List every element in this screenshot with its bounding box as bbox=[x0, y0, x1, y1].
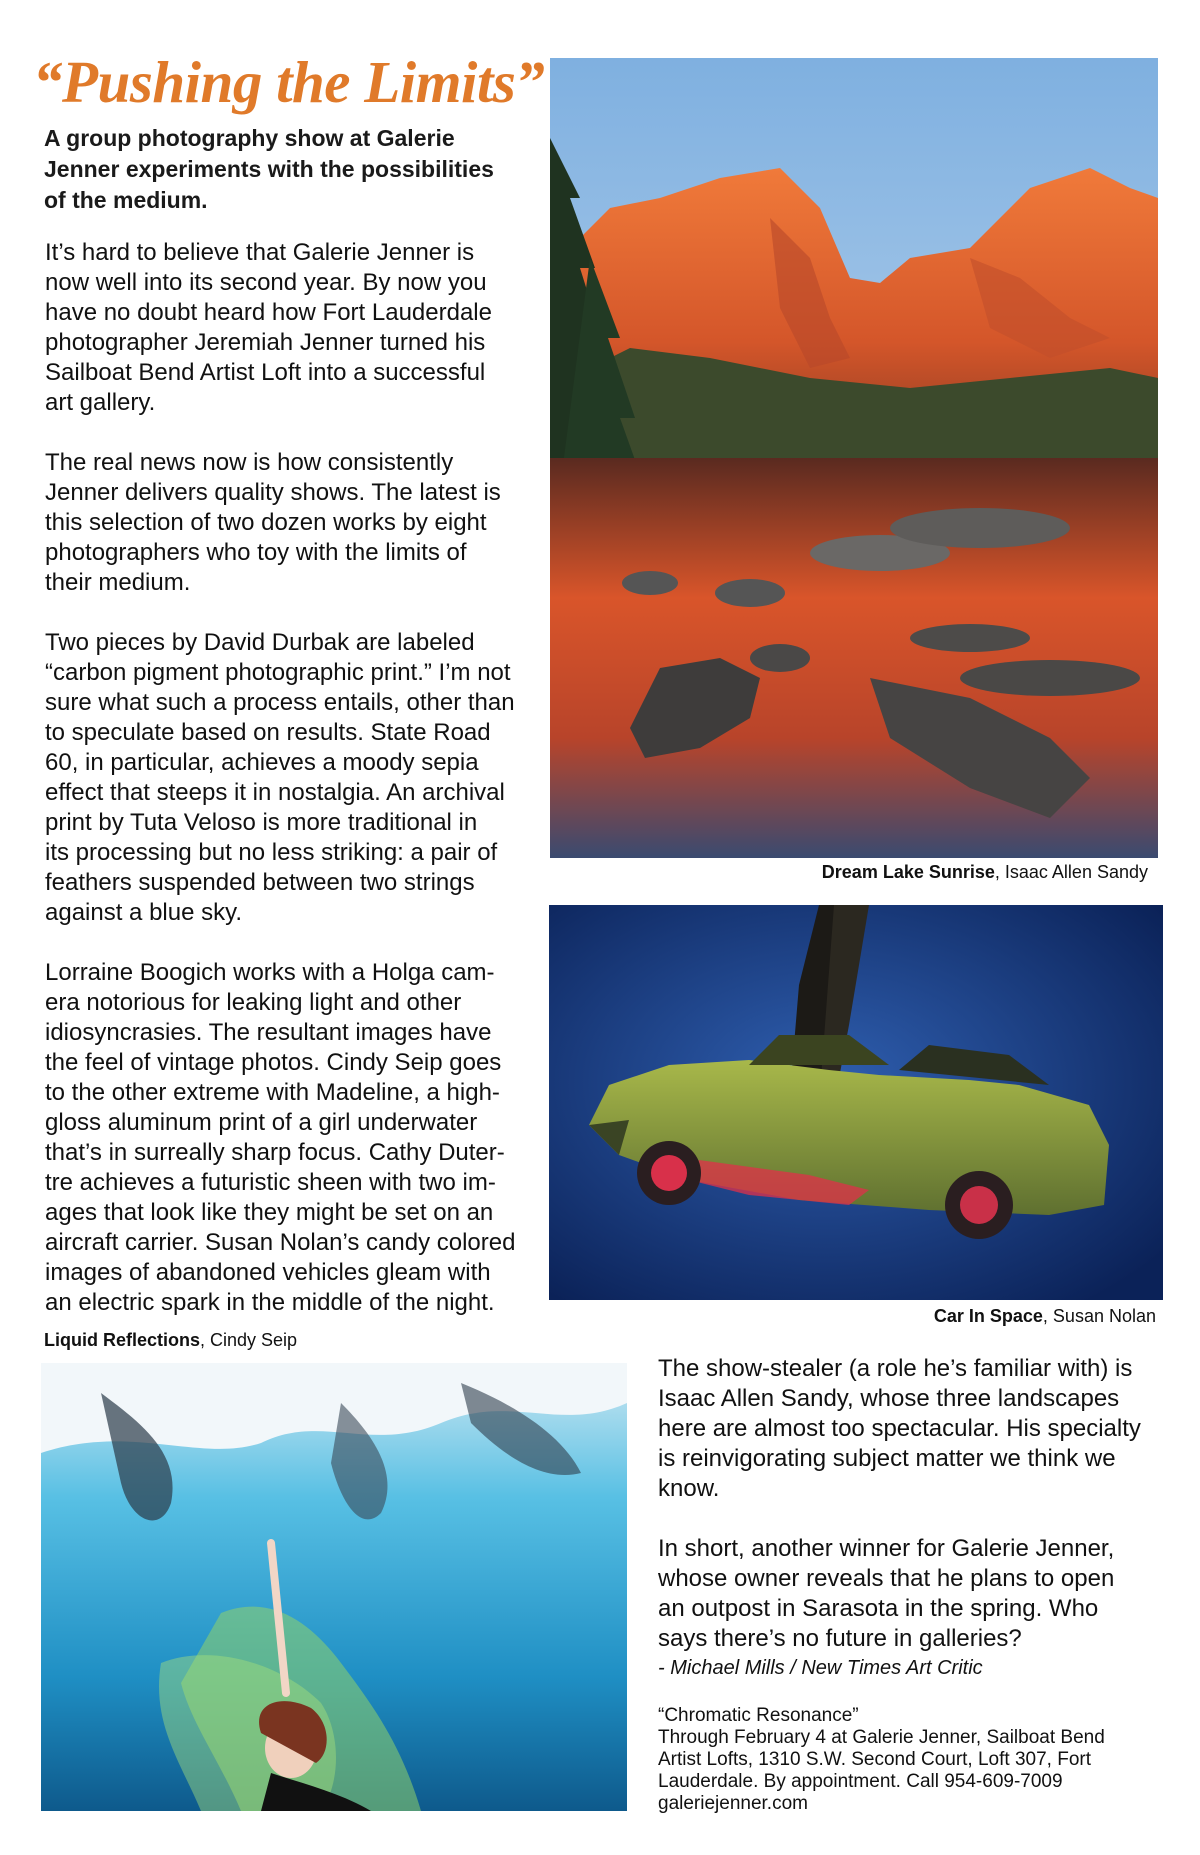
body-line: their medium. bbox=[45, 569, 191, 596]
body-line: 60, in particular, achieves a moody sepia bbox=[45, 749, 479, 776]
body-line: Isaac Allen Sandy, whose three landscapes bbox=[658, 1385, 1120, 1412]
body-line: now well into its second year. By now you bbox=[45, 269, 487, 296]
caption-artist: , Isaac Allen Sandy bbox=[994, 862, 1148, 882]
subtitle-line: of the medium. bbox=[44, 187, 208, 213]
body-line: aircraft carrier. Susan Nolan’s candy colored bbox=[45, 1229, 516, 1256]
body-line: Sailboat Bend Artist Loft into a successful bbox=[45, 359, 486, 386]
article-title: “Pushing the Limits” bbox=[33, 49, 545, 115]
caption-title: Car In Space bbox=[933, 1306, 1043, 1326]
caption-dream-lake-sunrise bbox=[822, 862, 1148, 883]
body-line: Lorraine Boogich works with a Holga cam- bbox=[45, 959, 495, 986]
body-line: effect that steeps it in nostalgia. An archival bbox=[45, 779, 505, 806]
body-line: against a blue sky. bbox=[45, 899, 243, 926]
body-line: Jenner delivers quality shows. The latest is bbox=[45, 479, 501, 506]
body-line: idiosyncrasies. The resultant images have bbox=[45, 1019, 492, 1046]
body-paragraph bbox=[658, 1354, 1178, 1504]
article-body-left bbox=[45, 238, 535, 1348]
body-line: It’s hard to believe that Galerie Jenner is bbox=[45, 239, 475, 266]
body-line: says there’s no future in galleries? bbox=[658, 1625, 1022, 1652]
body-line: feathers suspended between two strings bbox=[45, 869, 475, 896]
caption-liquid-reflections bbox=[44, 1330, 297, 1351]
body-line: era notorious for leaking light and other bbox=[45, 989, 462, 1016]
dream-lake-sunrise-photo bbox=[550, 58, 1158, 858]
body-paragraph bbox=[45, 628, 535, 928]
body-line: to the other extreme with Madeline, a high- bbox=[45, 1079, 500, 1106]
author-credit: - Michael Mills / New Times Art Critic bbox=[658, 1657, 983, 1679]
body-line: Two pieces by David Durbak are labeled bbox=[45, 629, 475, 656]
body-paragraph bbox=[658, 1534, 1178, 1654]
event-line: Through February 4 at Galerie Jenner, Sailboat Bend bbox=[658, 1727, 1105, 1748]
body-paragraph bbox=[45, 448, 535, 598]
body-line: gloss aluminum print of a girl underwater bbox=[45, 1109, 478, 1136]
body-line: tre achieves a futuristic sheen with two im- bbox=[45, 1169, 496, 1196]
body-line: sure what such a process entails, other than bbox=[45, 689, 515, 716]
caption-title: Dream Lake Sunrise bbox=[821, 862, 995, 882]
body-line: the feel of vintage photos. Cindy Seip goes bbox=[45, 1049, 502, 1076]
body-line: an outpost in Sarasota in the spring. Who bbox=[658, 1595, 1099, 1622]
body-line: an electric spark in the middle of the night. bbox=[45, 1289, 495, 1316]
event-info bbox=[658, 1705, 1178, 1815]
caption-car-in-space bbox=[934, 1306, 1156, 1327]
event-line: Lauderdale. By appointment. Call 954-609-7009 bbox=[658, 1771, 1063, 1792]
body-line: The real news now is how consistently bbox=[45, 449, 454, 476]
body-line: ages that look like they might be set on an bbox=[45, 1199, 494, 1226]
subtitle-line: A group photography show at Galerie bbox=[44, 125, 455, 151]
event-website: galeriejenner.com bbox=[658, 1793, 808, 1814]
body-line: images of abandoned vehicles gleam with bbox=[45, 1259, 491, 1286]
caption-artist: , Susan Nolan bbox=[1042, 1306, 1156, 1326]
liquid-reflections-photo bbox=[41, 1363, 627, 1811]
body-paragraph bbox=[45, 958, 535, 1318]
body-line: to speculate based on results. State Road bbox=[45, 719, 491, 746]
body-line: this selection of two dozen works by eight bbox=[45, 509, 487, 536]
body-line: The show-stealer (a role he’s familiar with) is bbox=[658, 1355, 1133, 1382]
body-line: its processing but no less striking: a pair of bbox=[45, 839, 498, 866]
body-line: have no doubt heard how Fort Lauderdale bbox=[45, 299, 492, 326]
body-line: that’s in surreally sharp focus. Cathy Duter- bbox=[45, 1139, 505, 1166]
caption-artist: , Cindy Seip bbox=[200, 1330, 298, 1350]
body-line: photographers who toy with the limits of bbox=[45, 539, 467, 566]
event-line: Artist Lofts, 1310 S.W. Second Court, Loft 307, Fort bbox=[658, 1749, 1091, 1770]
body-line: print by Tuta Veloso is more traditional in bbox=[45, 809, 478, 836]
body-line: know. bbox=[658, 1475, 720, 1502]
article-body-right bbox=[658, 1354, 1178, 1684]
car-in-space-photo bbox=[549, 905, 1163, 1300]
subtitle-line: Jenner experiments with the possibilities bbox=[44, 156, 494, 182]
body-line: is reinvigorating subject matter we think we bbox=[658, 1445, 1116, 1472]
body-line: here are almost too spectacular. His specialty bbox=[658, 1415, 1141, 1442]
body-line: art gallery. bbox=[45, 389, 156, 416]
body-line: photographer Jeremiah Jenner turned his bbox=[45, 329, 486, 356]
event-title: “Chromatic Resonance” bbox=[658, 1705, 859, 1726]
body-line: “carbon pigment photographic print.” I’m not bbox=[45, 659, 511, 686]
body-line: In short, another winner for Galerie Jenner, bbox=[658, 1535, 1115, 1562]
article-subtitle bbox=[44, 123, 524, 216]
body-line: whose owner reveals that he plans to open bbox=[658, 1565, 1115, 1592]
body-paragraph bbox=[45, 238, 535, 418]
caption-title: Liquid Reflections bbox=[44, 1330, 201, 1350]
